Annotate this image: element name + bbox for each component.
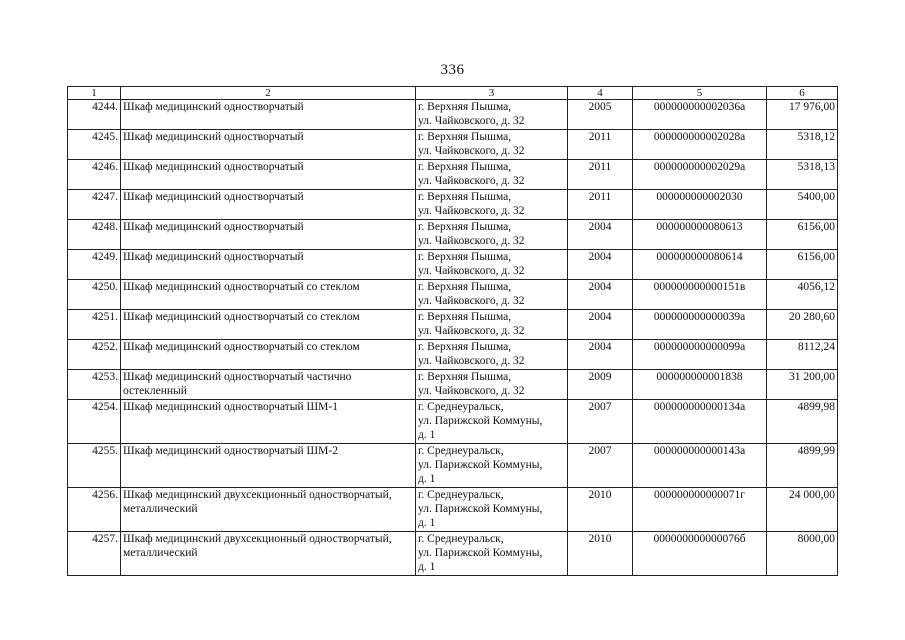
address-line: г. Верхняя Пышма, <box>418 221 512 233</box>
address-cell <box>416 340 568 370</box>
inventory-number-cell: 000000000000039а <box>633 310 767 340</box>
inventory-number-cell: 000000000000071г <box>633 488 767 532</box>
table-row <box>68 220 838 250</box>
row-number-cell: 4245. <box>68 130 121 160</box>
inventory-number-cell: 000000000002030 <box>633 190 767 220</box>
cost-cell: 24 000,00 <box>767 488 838 532</box>
cost-cell: 8112,24 <box>767 340 838 370</box>
address-line: г. Верхняя Пышма, <box>418 371 512 383</box>
address-line: г. Верхняя Пышма, <box>418 281 512 293</box>
item-name-cell: Шкаф медицинский одностворчатый <box>121 100 416 130</box>
inventory-number-cell: 000000000001838 <box>633 370 767 400</box>
address-line: ул. Чайковского, д. 32 <box>418 355 525 367</box>
cost-cell: 6156,00 <box>767 250 838 280</box>
column-header: 6 <box>767 87 838 100</box>
table-body <box>68 100 838 576</box>
inventory-number-cell: 000000000002029а <box>633 160 767 190</box>
item-name-cell: Шкаф медицинский одностворчатый <box>121 220 416 250</box>
item-name-cell: Шкаф медицинский одностворчатый ШМ-2 <box>121 444 416 488</box>
table-row <box>68 100 838 130</box>
address-line: г. Верхняя Пышма, <box>418 311 512 323</box>
inventory-number-cell: 000000000002036а <box>633 100 767 130</box>
address-cell <box>416 160 568 190</box>
item-name-cell: Шкаф медицинский одностворчатый со стеклом <box>121 340 416 370</box>
cost-cell: 31 200,00 <box>767 370 838 400</box>
address-line: ул. Чайковского, д. 32 <box>418 205 525 217</box>
cost-cell: 17 976,00 <box>767 100 838 130</box>
table-row <box>68 488 838 532</box>
inventory-number-cell: 000000000000076б <box>633 532 767 576</box>
cost-cell: 5318,13 <box>767 160 838 190</box>
address-line: д. 1 <box>418 561 436 573</box>
address-line: ул. Чайковского, д. 32 <box>418 265 525 277</box>
row-number-cell: 4248. <box>68 220 121 250</box>
address-line: д. 1 <box>418 517 436 529</box>
address-line: г. Верхняя Пышма, <box>418 341 512 353</box>
address-cell <box>416 444 568 488</box>
year-cell: 2007 <box>568 444 633 488</box>
year-cell: 2009 <box>568 370 633 400</box>
year-cell: 2004 <box>568 340 633 370</box>
year-cell: 2011 <box>568 190 633 220</box>
address-line: г. Верхняя Пышма, <box>418 131 512 143</box>
item-name-cell: Шкаф медицинский одностворчатый <box>121 190 416 220</box>
address-line: г. Среднеуральск, <box>418 533 504 545</box>
year-cell: 2004 <box>568 310 633 340</box>
year-cell: 2005 <box>568 100 633 130</box>
year-cell: 2010 <box>568 532 633 576</box>
table-row <box>68 532 838 576</box>
item-name-cell: Шкаф медицинский одностворчатый <box>121 160 416 190</box>
address-cell <box>416 310 568 340</box>
column-header: 5 <box>633 87 767 100</box>
address-line: ул. Чайковского, д. 32 <box>418 175 525 187</box>
row-number-cell: 4257. <box>68 532 121 576</box>
row-number-cell: 4254. <box>68 400 121 444</box>
table-row <box>68 190 838 220</box>
row-number-cell: 4251. <box>68 310 121 340</box>
inventory-number-cell: 000000000080613 <box>633 220 767 250</box>
cost-cell: 8000,00 <box>767 532 838 576</box>
year-cell: 2004 <box>568 250 633 280</box>
column-header: 4 <box>568 87 633 100</box>
address-cell <box>416 370 568 400</box>
address-line: ул. Чайковского, д. 32 <box>418 295 525 307</box>
item-name-cell: Шкаф медицинский двухсекционный одностворчатый, металлический <box>121 532 416 576</box>
address-line: ул. Парижской Коммуны, <box>418 415 543 427</box>
row-number-cell: 4255. <box>68 444 121 488</box>
address-line: г. Среднеуральск, <box>418 445 504 457</box>
table-row <box>68 160 838 190</box>
address-line: г. Среднеуральск, <box>418 489 504 501</box>
address-cell <box>416 280 568 310</box>
address-line: д. 1 <box>418 429 436 441</box>
row-number-cell: 4244. <box>68 100 121 130</box>
row-number-cell: 4250. <box>68 280 121 310</box>
table-row <box>68 250 838 280</box>
column-header: 1 <box>68 87 121 100</box>
cost-cell: 4899,99 <box>767 444 838 488</box>
address-cell <box>416 190 568 220</box>
year-cell: 2011 <box>568 130 633 160</box>
year-cell: 2004 <box>568 280 633 310</box>
item-name-cell: Шкаф медицинский одностворчатый со стеклом <box>121 310 416 340</box>
address-cell <box>416 532 568 576</box>
table-row <box>68 130 838 160</box>
table-row <box>68 310 838 340</box>
item-name-cell: Шкаф медицинский одностворчатый со стеклом <box>121 280 416 310</box>
year-cell: 2011 <box>568 160 633 190</box>
address-line: ул. Чайковского, д. 32 <box>418 385 525 397</box>
table-row <box>68 444 838 488</box>
item-name-cell: Шкаф медицинский одностворчатый частично остекленный <box>121 370 416 400</box>
address-cell <box>416 220 568 250</box>
address-line: г. Верхняя Пышма, <box>418 191 512 203</box>
row-number-cell: 4253. <box>68 370 121 400</box>
table-row <box>68 370 838 400</box>
row-number-cell: 4247. <box>68 190 121 220</box>
inventory-number-cell: 000000000000143а <box>633 444 767 488</box>
cost-cell: 5318,12 <box>767 130 838 160</box>
year-cell: 2007 <box>568 400 633 444</box>
table-row <box>68 340 838 370</box>
table-row <box>68 400 838 444</box>
inventory-number-cell: 000000000000134а <box>633 400 767 444</box>
row-number-cell: 4252. <box>68 340 121 370</box>
table-row <box>68 280 838 310</box>
cost-cell: 5400,00 <box>767 190 838 220</box>
address-cell <box>416 488 568 532</box>
address-cell <box>416 100 568 130</box>
property-table <box>67 86 838 576</box>
address-line: ул. Чайковского, д. 32 <box>418 325 525 337</box>
row-number-cell: 4256. <box>68 488 121 532</box>
column-header: 2 <box>121 87 416 100</box>
cost-cell: 4056,12 <box>767 280 838 310</box>
inventory-number-cell: 000000000000151в <box>633 280 767 310</box>
address-line: г. Верхняя Пышма, <box>418 251 512 263</box>
year-cell: 2004 <box>568 220 633 250</box>
item-name-cell: Шкаф медицинский двухсекционный одностворчатый, металлический <box>121 488 416 532</box>
address-line: г. Верхняя Пышма, <box>418 101 512 113</box>
page-number: 336 <box>440 62 465 78</box>
address-line: г. Среднеуральск, <box>418 401 504 413</box>
year-cell: 2010 <box>568 488 633 532</box>
address-cell <box>416 130 568 160</box>
address-line: ул. Парижской Коммуны, <box>418 547 543 559</box>
address-line: д. 1 <box>418 473 436 485</box>
column-number-row <box>68 87 838 100</box>
cost-cell: 4899,98 <box>767 400 838 444</box>
address-line: ул. Парижской Коммуны, <box>418 459 543 471</box>
cost-cell: 6156,00 <box>767 220 838 250</box>
item-name-cell: Шкаф медицинский одностворчатый ШМ-1 <box>121 400 416 444</box>
address-line: ул. Чайковского, д. 32 <box>418 235 525 247</box>
inventory-number-cell: 000000000080614 <box>633 250 767 280</box>
address-line: ул. Чайковского, д. 32 <box>418 115 525 127</box>
address-cell <box>416 250 568 280</box>
row-number-cell: 4249. <box>68 250 121 280</box>
column-header: 3 <box>416 87 568 100</box>
inventory-number-cell: 000000000002028а <box>633 130 767 160</box>
address-line: г. Верхняя Пышма, <box>418 161 512 173</box>
item-name-cell: Шкаф медицинский одностворчатый <box>121 250 416 280</box>
address-line: ул. Парижской Коммуны, <box>418 503 543 515</box>
address-line: ул. Чайковского, д. 32 <box>418 145 525 157</box>
row-number-cell: 4246. <box>68 160 121 190</box>
item-name-cell: Шкаф медицинский одностворчатый <box>121 130 416 160</box>
inventory-number-cell: 000000000000099а <box>633 340 767 370</box>
cost-cell: 20 280,60 <box>767 310 838 340</box>
address-cell <box>416 400 568 444</box>
